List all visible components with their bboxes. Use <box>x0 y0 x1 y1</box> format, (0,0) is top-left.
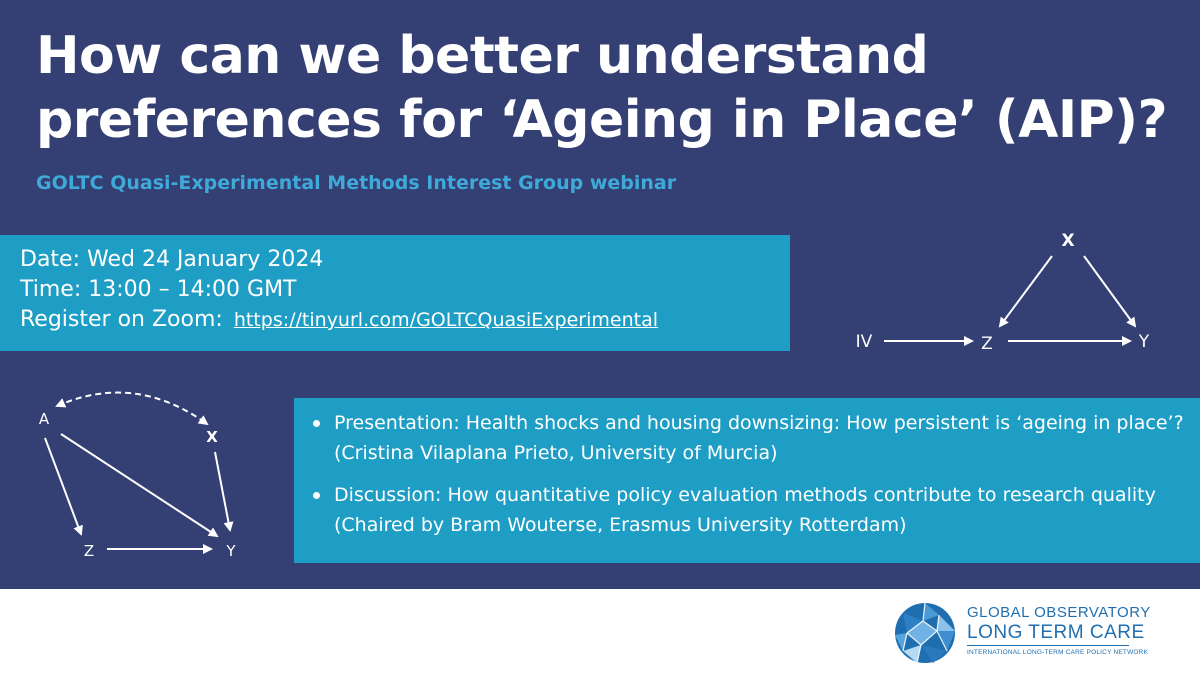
event-time: Time: 13:00 – 14:00 GMT <box>20 277 297 302</box>
register-label: Register on Zoom: <box>20 307 223 332</box>
arrow-a-to-y <box>61 434 217 536</box>
arrow-x-to-y <box>1084 256 1135 326</box>
logo-line-2: LONG TERM CARE <box>967 622 1145 643</box>
diagram-left-y-node: Y <box>226 542 236 560</box>
logo-divider <box>967 645 1129 646</box>
globe-icon <box>893 601 957 665</box>
arrow-x-to-z <box>1000 256 1052 326</box>
dashed-arrow-a-x <box>57 393 207 424</box>
arrow-x-to-y <box>215 452 230 530</box>
register-link[interactable]: https://tinyurl.com/GOLTCQuasiExperimental <box>233 309 659 331</box>
title-line-2: preferences for ‘Ageing in Place’ (AIP)? <box>36 90 1168 150</box>
talks-box <box>294 398 1200 563</box>
title-line-1: How can we better understand <box>36 26 929 86</box>
logo-text <box>967 604 1151 657</box>
diagram-top-iv-node: IV <box>855 332 873 352</box>
diagram-left-z-node: Z <box>83 542 95 560</box>
diagram-top-x-node: X <box>1061 231 1075 251</box>
page-title <box>36 24 1186 152</box>
talk-presentation: Presentation: Health shocks and housing downsizing: How persistent is ‘ageing in place’? (Cristina Vilaplana Prieto, University of Murcia) <box>334 408 1194 468</box>
logo-line-1: GLOBAL OBSERVATORY <box>967 604 1151 621</box>
confounder-causal-diagram <box>25 380 265 565</box>
event-date: Date: Wed 24 January 2024 <box>20 247 324 272</box>
event-register <box>20 305 790 335</box>
talks-list <box>334 408 1194 540</box>
iv-causal-diagram <box>840 220 1170 360</box>
diagram-top-z-node: Z <box>981 334 993 354</box>
goltc-logo <box>893 600 1151 666</box>
talk-discussion: Discussion: How quantitative policy evaluation methods contribute to research quality (Chaired by Bram Wouterse, Erasmus University Rotterdam) <box>334 480 1194 540</box>
diagram-left-x-node: X <box>206 428 218 446</box>
webinar-subtitle: GOLTC Quasi-Experimental Methods Interest Group webinar <box>36 172 677 194</box>
diagram-top-y-node: Y <box>1138 332 1150 352</box>
event-details-box <box>0 235 790 351</box>
arrow-a-to-z <box>45 438 81 534</box>
diagram-left-a-node: A <box>38 410 50 428</box>
logo-line-3: INTERNATIONAL LONG-TERM CARE POLICY NETWORK <box>967 649 1149 656</box>
